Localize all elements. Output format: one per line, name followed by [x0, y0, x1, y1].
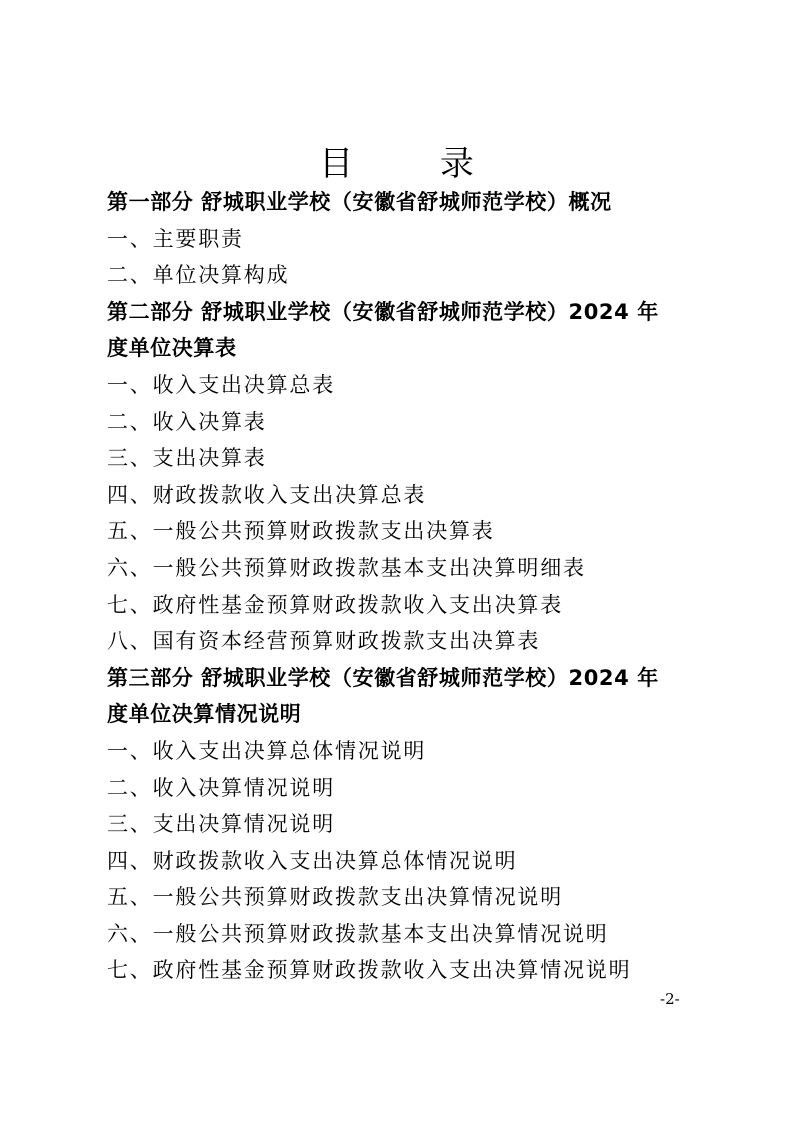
toc-part-2-item-5[interactable]: 五、一般公共预算财政拨款支出决算表 [107, 519, 495, 544]
toc-part-2-heading-line-2[interactable]: 度单位决算表 [107, 336, 237, 361]
table-of-contents [107, 184, 707, 989]
toc-part-2-item-7[interactable]: 七、政府性基金预算财政拨款收入支出决算表 [107, 592, 563, 617]
toc-part-3-item-4[interactable]: 四、财政拨款收入支出决算总体情况说明 [107, 848, 518, 873]
toc-part-3-item-2[interactable]: 二、收入决算情况说明 [107, 775, 335, 800]
toc-part-2-item-3[interactable]: 三、支出决算表 [107, 446, 267, 471]
toc-part-3-heading-line-2[interactable]: 度单位决算情况说明 [107, 702, 302, 727]
page-title: 目 录 [319, 144, 512, 184]
toc-part-2-item-1[interactable]: 一、收入支出决算总表 [107, 372, 335, 397]
toc-part-3-item-3[interactable]: 三、支出决算情况说明 [107, 812, 335, 837]
toc-part-1-heading[interactable]: 第一部分 舒城职业学校（安徽省舒城师范学校）概况 [107, 190, 612, 214]
toc-part-3-item-6[interactable]: 六、一般公共预算财政拨款基本支出决算情况说明 [107, 921, 609, 946]
toc-part-1-item-2[interactable]: 二、单位决算构成 [107, 263, 290, 288]
toc-part-1-item-1[interactable]: 一、主要职责 [107, 226, 244, 251]
toc-part-3-item-1[interactable]: 一、收入支出决算总体情况说明 [107, 738, 427, 763]
toc-part-3-item-7[interactable]: 七、政府性基金预算财政拨款收入支出决算情况说明 [107, 958, 632, 983]
toc-part-2-item-8[interactable]: 八、国有资本经营预算财政拨款支出决算表 [107, 629, 541, 654]
toc-part-3-item-5[interactable]: 五、一般公共预算财政拨款支出决算情况说明 [107, 885, 563, 910]
toc-part-2-item-2[interactable]: 二、收入决算表 [107, 409, 267, 434]
toc-part-2-item-6[interactable]: 六、一般公共预算财政拨款基本支出决算明细表 [107, 555, 586, 580]
toc-part-2-item-4[interactable]: 四、财政拨款收入支出决算总表 [107, 482, 427, 507]
toc-part-2-heading-line-1[interactable]: 第二部分 舒城职业学校（安徽省舒城师范学校）2024 年 [107, 299, 659, 324]
toc-part-3-heading-line-1[interactable]: 第三部分 舒城职业学校（安徽省舒城师范学校）2024 年 [107, 665, 659, 690]
page-number: -2- [660, 990, 680, 1008]
